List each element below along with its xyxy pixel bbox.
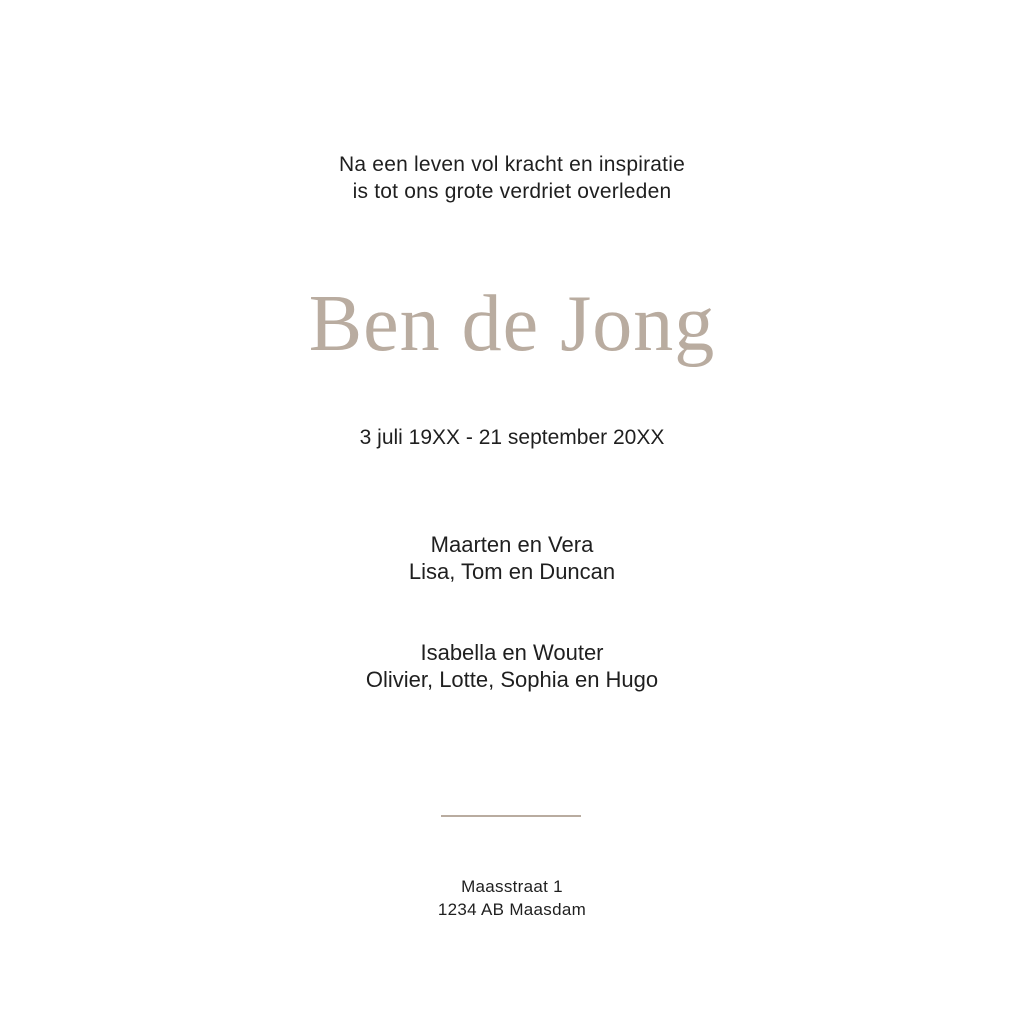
family-line: Isabella en Wouter xyxy=(420,640,604,665)
family-line: Maarten en Vera xyxy=(430,532,594,557)
family-line: Olivier, Lotte, Sophia en Hugo xyxy=(365,667,659,692)
deceased-name: Ben de Jong xyxy=(308,280,716,368)
intro-line-1: Na een leven vol kracht en inspiratie xyxy=(339,153,685,176)
life-dates: 3 juli 19XX - 21 september 20XX xyxy=(359,426,665,449)
address-street: Maasstraat 1 xyxy=(461,877,563,896)
address-city: 1234 AB Maasdam xyxy=(437,900,587,919)
divider-line xyxy=(441,815,581,817)
intro-line-2: is tot ons grote verdriet overleden xyxy=(352,180,672,203)
family-line: Lisa, Tom en Duncan xyxy=(408,559,616,584)
